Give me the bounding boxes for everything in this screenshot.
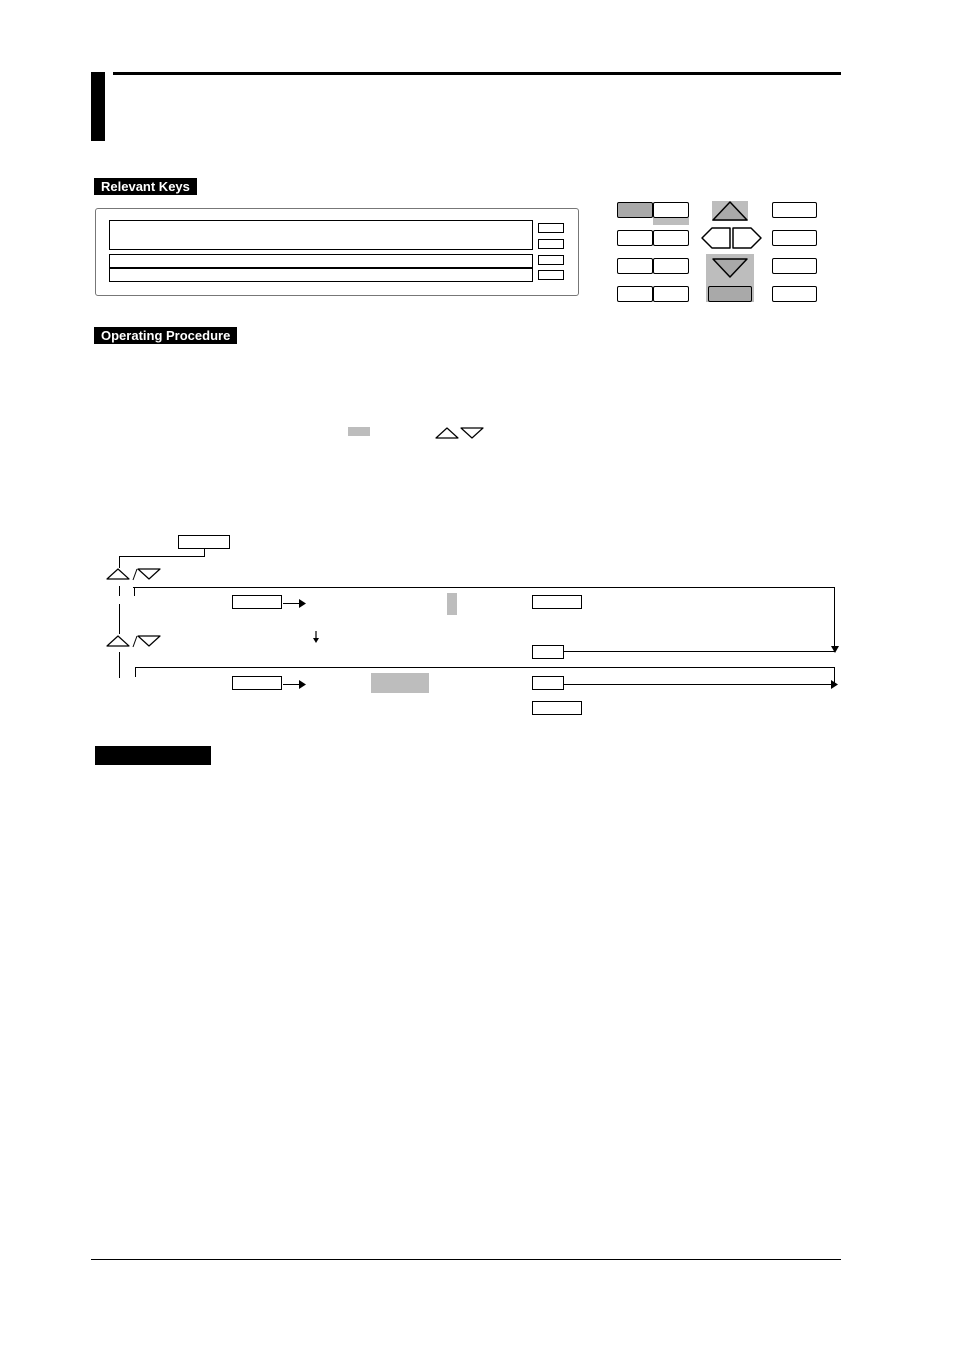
flow-up-down-keys-icon-2 — [105, 633, 161, 649]
flow-result-box-1 — [532, 595, 582, 609]
flow-arrowhead — [299, 599, 307, 608]
down-triangle-key-icon[interactable] — [710, 256, 750, 280]
flow-connector — [204, 549, 205, 556]
flow-connector — [134, 587, 135, 596]
keypad-key-enter-highlighted[interactable] — [708, 286, 752, 302]
operating-procedure-label: Operating Procedure — [94, 327, 237, 344]
flow-connector — [119, 586, 120, 596]
inline-up-down-keys-icon — [435, 425, 485, 441]
keypad-key-r1c2-shade — [653, 218, 689, 225]
keypad-key-r1c2[interactable] — [653, 202, 689, 218]
flow-arrowhead — [831, 680, 839, 689]
flow-loop2-return-line — [564, 684, 835, 685]
flow-start-box — [178, 535, 230, 549]
flow-cursor-highlight — [447, 593, 457, 615]
display-side-key-2[interactable] — [538, 239, 564, 249]
keypad-key-r1c1-highlighted[interactable] — [617, 202, 653, 218]
display-sub-line-1 — [109, 254, 533, 268]
display-side-key-1[interactable] — [538, 223, 564, 233]
flow-result-box-2 — [532, 645, 564, 659]
keypad-key-r4c2[interactable] — [653, 286, 689, 302]
flow-loop-return-line — [564, 651, 835, 652]
flow-arrowhead — [299, 680, 307, 689]
keypad-key-r2c1[interactable] — [617, 230, 653, 246]
keypad-key-right-r1[interactable] — [772, 202, 817, 218]
footer-rule — [91, 1259, 841, 1260]
flow-loop2-top-line — [135, 667, 835, 668]
flow-highlight-field — [371, 673, 429, 693]
flow-up-down-keys-icon — [105, 566, 161, 582]
flow-connector — [119, 652, 120, 678]
keypad-key-r3c1[interactable] — [617, 258, 653, 274]
flow-loop-right-line — [834, 587, 835, 651]
flow-loop-top-line — [133, 587, 835, 588]
keypad-key-r2c2[interactable] — [653, 230, 689, 246]
keypad-key-r3c2[interactable] — [653, 258, 689, 274]
display-side-key-4[interactable] — [538, 270, 564, 280]
display-main-line — [109, 220, 533, 250]
flow-connector — [119, 556, 205, 557]
up-triangle-key-icon[interactable] — [710, 199, 750, 223]
flow-arrowhead — [831, 646, 839, 653]
flow-connector — [119, 604, 120, 634]
keypad-key-right-r2[interactable] — [772, 230, 817, 246]
flow-down-arrow — [312, 631, 320, 643]
keypad-key-r4c1[interactable] — [617, 286, 653, 302]
display-side-key-3[interactable] — [538, 255, 564, 265]
display-sub-line-2 — [109, 268, 533, 282]
keypad-key-right-r4[interactable] — [772, 286, 817, 302]
explanation-label — [95, 746, 211, 765]
flow-step-2-box — [232, 676, 282, 690]
flow-result-box-4 — [532, 701, 582, 715]
flow-step-1-box — [232, 595, 282, 609]
left-key-icon[interactable] — [700, 227, 732, 249]
relevant-keys-label: Relevant Keys — [94, 178, 197, 195]
flow-result-box-3 — [532, 676, 564, 690]
right-key-icon[interactable] — [731, 227, 763, 249]
flow-connector — [135, 667, 136, 677]
chapter-heading-rule — [113, 72, 841, 75]
keypad-key-right-r3[interactable] — [772, 258, 817, 274]
inline-highlight-key — [348, 427, 370, 436]
chapter-marker-bar — [91, 72, 105, 141]
